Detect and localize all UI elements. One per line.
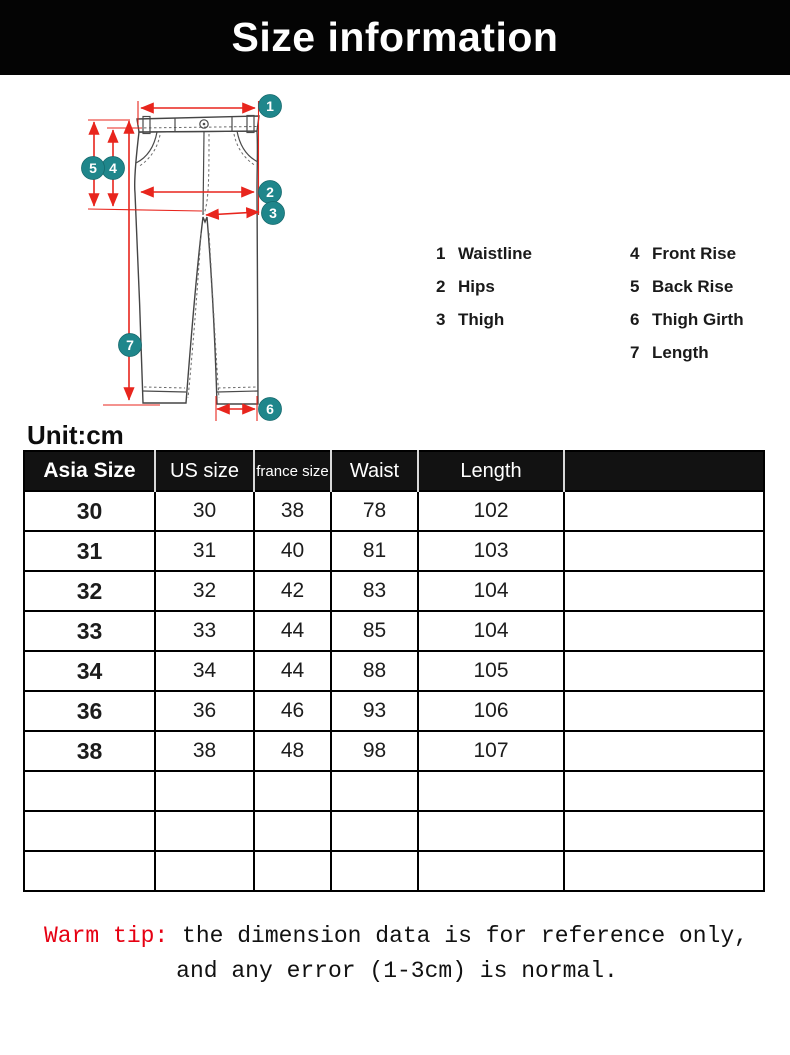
table-cell <box>155 811 254 851</box>
table-cell <box>155 771 254 811</box>
table-cell: 32 <box>24 571 155 611</box>
column-header-france-size: france size <box>254 451 331 491</box>
table-cell <box>564 491 764 531</box>
table-cell <box>254 771 331 811</box>
svg-text:4: 4 <box>109 160 117 176</box>
svg-text:6: 6 <box>266 401 274 417</box>
measure-badge-6 <box>259 398 282 421</box>
table-cell <box>254 851 331 891</box>
table-cell: 38 <box>24 731 155 771</box>
legend-item-number: 5 <box>630 276 640 296</box>
measure-badge-5 <box>82 157 105 180</box>
table-cell: 48 <box>254 731 331 771</box>
legend-item-label: Back Rise <box>652 276 734 296</box>
table-cell <box>24 851 155 891</box>
legend-item-length <box>630 336 744 369</box>
table-cell: 104 <box>418 611 564 651</box>
legend-item-number: 7 <box>630 342 640 362</box>
table-cell: 30 <box>24 491 155 531</box>
svg-text:2: 2 <box>266 184 274 200</box>
legend-item-thigh-girth <box>630 303 744 336</box>
table-cell <box>564 851 764 891</box>
table-cell: 38 <box>155 731 254 771</box>
table-cell <box>24 811 155 851</box>
table-cell <box>564 731 764 771</box>
table-cell <box>418 811 564 851</box>
table-cell: 98 <box>331 731 418 771</box>
measure-badge-3 <box>262 202 285 225</box>
table-cell <box>331 771 418 811</box>
table-cell: 88 <box>331 651 418 691</box>
table-row <box>24 651 764 691</box>
table-row <box>24 571 764 611</box>
table-cell: 30 <box>155 491 254 531</box>
table-cell <box>564 811 764 851</box>
table-cell: 44 <box>254 651 331 691</box>
table-cell: 32 <box>155 571 254 611</box>
table-cell: 40 <box>254 531 331 571</box>
table-cell: 102 <box>418 491 564 531</box>
table-cell: 93 <box>331 691 418 731</box>
column-header-waist: Waist <box>331 451 418 491</box>
legend-item-label: Thigh <box>458 309 505 329</box>
measure-legend-left <box>436 237 532 336</box>
title-bar <box>0 0 790 75</box>
svg-text:7: 7 <box>126 337 134 353</box>
size-table-header <box>24 451 764 491</box>
table-cell: 103 <box>418 531 564 571</box>
table-cell: 38 <box>254 491 331 531</box>
svg-text:1: 1 <box>266 98 274 114</box>
unit-label: Unit:cm <box>27 420 124 450</box>
table-cell <box>564 531 764 571</box>
table-cell: 33 <box>24 611 155 651</box>
legend-item-number: 6 <box>630 309 640 329</box>
column-header-length: Length <box>418 451 564 491</box>
table-cell: 78 <box>331 491 418 531</box>
table-row <box>24 731 764 771</box>
measure-legend-right <box>630 237 744 369</box>
table-cell: 34 <box>24 651 155 691</box>
table-row <box>24 771 764 811</box>
table-cell: 106 <box>418 691 564 731</box>
table-cell <box>564 771 764 811</box>
legend-item-number: 4 <box>630 243 640 263</box>
table-cell: 83 <box>331 571 418 611</box>
size-table-body <box>24 491 764 891</box>
legend-item-label: Front Rise <box>652 243 737 263</box>
size-table <box>23 450 765 892</box>
table-cell <box>564 651 764 691</box>
table-cell <box>254 811 331 851</box>
column-header-asia-size: Asia Size <box>24 451 155 491</box>
measure-badge-4 <box>102 157 125 180</box>
table-cell: 105 <box>418 651 564 691</box>
table-cell: 42 <box>254 571 331 611</box>
measure-badge-7 <box>119 334 142 357</box>
page-title: Size information <box>231 14 559 60</box>
legend-item-label: Hips <box>458 276 495 296</box>
warm-tip-line2: and any error (1-3cm) is normal. <box>176 958 618 984</box>
column-header-empty <box>564 451 764 491</box>
table-cell: 31 <box>155 531 254 571</box>
table-cell: 36 <box>155 691 254 731</box>
table-row <box>24 691 764 731</box>
table-cell: 46 <box>254 691 331 731</box>
pants-measurement-diagram <box>80 88 300 433</box>
table-cell: 36 <box>24 691 155 731</box>
svg-text:3: 3 <box>269 205 277 221</box>
legend-item-number: 3 <box>436 309 446 329</box>
table-cell <box>331 851 418 891</box>
warm-tip-label: Warm tip: <box>44 923 169 949</box>
table-cell: 107 <box>418 731 564 771</box>
legend-item-front-rise <box>630 237 744 270</box>
legend-item-number: 1 <box>436 243 446 263</box>
table-row <box>24 531 764 571</box>
table-cell: 33 <box>155 611 254 651</box>
table-cell <box>155 851 254 891</box>
warm-tip-text1: the dimension data is for reference only, <box>182 923 748 949</box>
legend-item-label: Waistline <box>458 243 532 263</box>
table-cell: 34 <box>155 651 254 691</box>
table-cell <box>331 811 418 851</box>
table-row <box>24 491 764 531</box>
table-row <box>24 611 764 651</box>
table-cell <box>418 771 564 811</box>
pants-outline <box>135 116 259 405</box>
table-row <box>24 851 764 891</box>
table-row <box>24 811 764 851</box>
legend-item-label: Thigh Girth <box>652 309 744 329</box>
table-cell <box>418 851 564 891</box>
legend-item-thigh <box>436 303 532 336</box>
warm-tip <box>44 919 750 989</box>
legend-item-waistline <box>436 237 532 270</box>
table-cell: 31 <box>24 531 155 571</box>
legend-item-back-rise <box>630 270 744 303</box>
table-cell: 44 <box>254 611 331 651</box>
legend-item-hips <box>436 270 532 303</box>
legend-item-number: 2 <box>436 276 446 296</box>
table-cell: 85 <box>331 611 418 651</box>
svg-text:5: 5 <box>89 160 97 176</box>
legend-item-label: Length <box>652 342 709 362</box>
measure-badge-2 <box>259 181 282 204</box>
table-cell: 104 <box>418 571 564 611</box>
measure-badge-1 <box>259 95 282 118</box>
table-cell <box>564 571 764 611</box>
table-cell <box>24 771 155 811</box>
warm-tip-line1 <box>44 919 750 954</box>
table-cell <box>564 691 764 731</box>
table-cell <box>564 611 764 651</box>
table-cell: 81 <box>331 531 418 571</box>
column-header-us-size: US size <box>155 451 254 491</box>
